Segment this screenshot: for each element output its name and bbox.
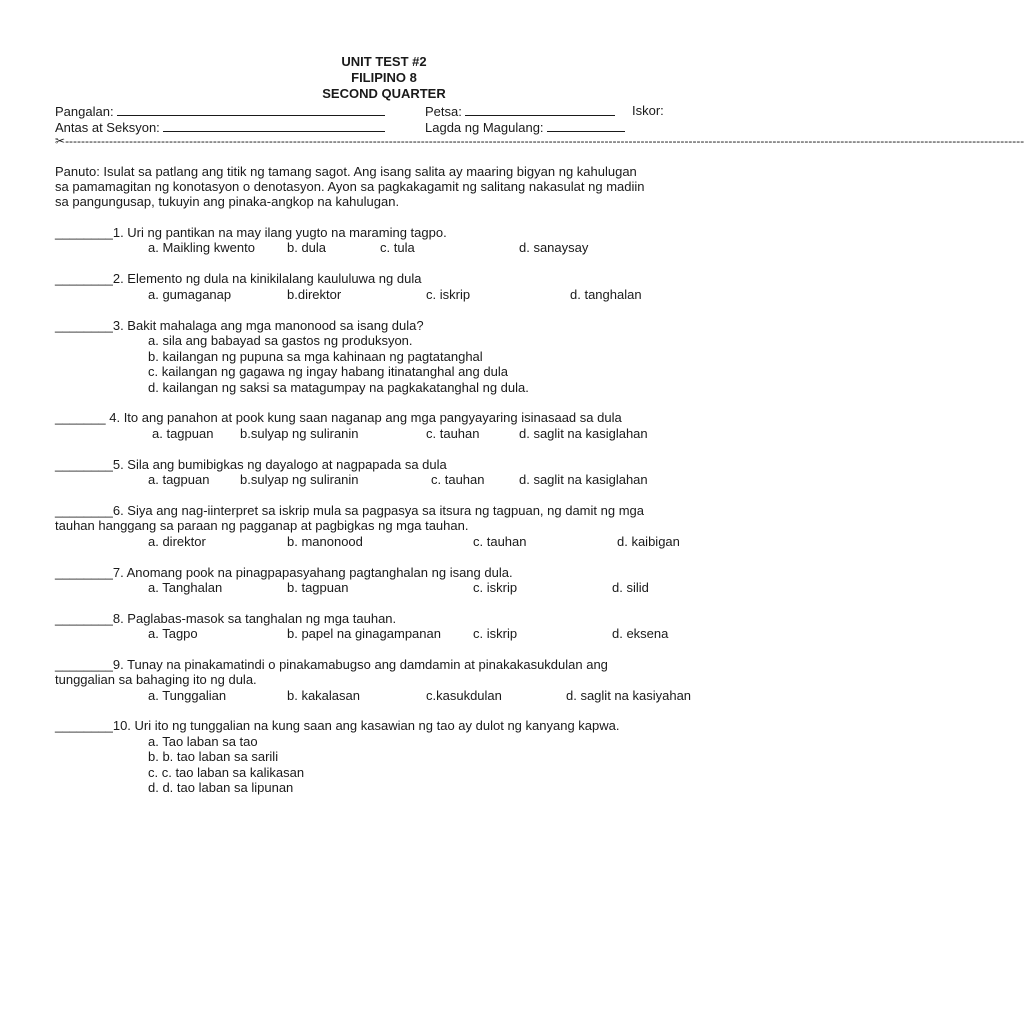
date-label: Petsa: bbox=[425, 104, 462, 119]
choice: d. silid bbox=[612, 580, 649, 595]
choice: a. Tagpo bbox=[148, 626, 198, 641]
answer-blank[interactable]: ________ bbox=[55, 657, 113, 672]
question-text: 5. Sila ang bumibigkas ng dayalogo at nagpapada sa dula bbox=[112, 457, 447, 472]
choice: a. tagpuan bbox=[148, 472, 210, 487]
score-label: Iskor: bbox=[632, 103, 664, 118]
section-blank[interactable] bbox=[163, 119, 385, 132]
question-text: 2. Elemento ng dula na kinikilalang kaululuwa ng dula bbox=[112, 271, 422, 286]
instructions-line: Panuto: Isulat sa patlang ang titik ng tamang sagot. Ang isang salita ay maaring bigyan ng kahulugan bbox=[55, 164, 637, 179]
choice: d. saglit na kasiyahan bbox=[566, 688, 692, 703]
choice: c. kailangan ng gagawa ng ingay habang itinatanghal ang dula bbox=[148, 364, 508, 379]
choice: c. tauhan bbox=[426, 426, 480, 441]
answer-blank[interactable]: ________ bbox=[55, 318, 113, 333]
question-text-continued: tauhan hanggang sa paraan ng pagganap at pagbigkas ng mga tauhan. bbox=[55, 518, 469, 533]
answer-blank[interactable]: _______ bbox=[55, 410, 106, 425]
question-text: 1. Uri ng pantikan na may ilang yugto na maraming tagpo. bbox=[112, 225, 447, 240]
choice: a. Tanghalan bbox=[148, 580, 223, 595]
question-8 bbox=[55, 611, 396, 626]
choice: c. iskrip bbox=[473, 580, 518, 595]
choice: c. tula bbox=[380, 240, 415, 255]
date-blank[interactable] bbox=[465, 103, 615, 116]
dashed-divider: ------------------------------------------------------------------------------------------------------------------------------------------------------------------------------------------------------------------------------------------------ bbox=[65, 134, 1024, 148]
choice: b. kailangan ng pupuna sa mga kahinaan ng pagtatanghal bbox=[148, 349, 483, 364]
question-3 bbox=[55, 318, 424, 333]
subject-title: FILIPINO 8 bbox=[351, 70, 417, 85]
question-text: 8. Paglabas-masok sa tanghalan ng mga tauhan. bbox=[112, 611, 397, 626]
choice: b. tagpuan bbox=[287, 580, 349, 595]
answer-blank[interactable]: ________ bbox=[55, 611, 113, 626]
question-text: 7. Anomang pook na pinagpapasyahang pagtanghalan ng isang dula. bbox=[112, 565, 513, 580]
question-4 bbox=[55, 410, 622, 425]
choice: a. direktor bbox=[148, 534, 206, 549]
choice: a. Tao laban sa tao bbox=[148, 734, 258, 749]
choice: a. tagpuan bbox=[152, 426, 214, 441]
answer-blank[interactable]: ________ bbox=[55, 271, 113, 286]
choice: d. sanaysay bbox=[519, 240, 589, 255]
question-text-continued: tunggalian sa bahaging ito ng dula. bbox=[55, 672, 257, 687]
cut-line bbox=[55, 134, 1024, 149]
choice: c. c. tao laban sa kalikasan bbox=[148, 765, 305, 780]
question-text: 4. Ito ang panahon at pook kung saan naganap ang mga pangyayaring isinasaad sa dula bbox=[105, 410, 622, 425]
scissors-icon: ✂ bbox=[55, 134, 66, 148]
section-field-row bbox=[55, 119, 385, 135]
question-text: 3. Bakit mahalaga ang mga manonood sa isang dula? bbox=[112, 318, 424, 333]
section-label: Antas at Seksyon: bbox=[55, 120, 160, 135]
choice: b. b. tao laban sa sarili bbox=[148, 749, 279, 764]
question-text: 6. Siya ang nag-iinterpret sa iskrip mula sa pagpasya sa itsura ng tagpuan, ng damit ng mga bbox=[112, 503, 644, 518]
choice: b. manonood bbox=[287, 534, 363, 549]
choice: d. saglit na kasiglahan bbox=[519, 426, 648, 441]
answer-blank[interactable]: ________ bbox=[55, 565, 113, 580]
name-label: Pangalan: bbox=[55, 104, 114, 119]
question-6 bbox=[55, 503, 644, 518]
instructions-line: sa pangungusap, tukuyin ang pinaka-angkop na kahulugan. bbox=[55, 194, 400, 209]
parent-signature-label: Lagda ng Magulang: bbox=[425, 120, 544, 135]
name-blank[interactable] bbox=[117, 103, 385, 116]
answer-blank[interactable]: ________ bbox=[55, 457, 113, 472]
choice: d. d. tao laban sa lipunan bbox=[148, 780, 294, 795]
choice: d. saglit na kasiglahan bbox=[519, 472, 648, 487]
name-field-row bbox=[55, 103, 385, 119]
choice: a. gumaganap bbox=[148, 287, 232, 302]
question-10 bbox=[55, 718, 619, 733]
choice: c. iskrip bbox=[426, 287, 471, 302]
choice: b.sulyap ng suliranin bbox=[240, 426, 359, 441]
choice: c. tauhan bbox=[473, 534, 527, 549]
answer-blank[interactable]: ________ bbox=[55, 718, 113, 733]
choice: a. Tunggalian bbox=[148, 688, 227, 703]
choice: c. tauhan bbox=[431, 472, 485, 487]
choice: c. iskrip bbox=[473, 626, 518, 641]
question-2 bbox=[55, 271, 421, 286]
choice: b. papel na ginagampanan bbox=[287, 626, 441, 641]
date-field-row bbox=[425, 103, 615, 119]
instructions-line: sa pamamagitan ng konotasyon o denotasyon. Ayon sa pagkakagamit ng salitang nakasulat ng madiin bbox=[55, 179, 645, 194]
choice: d. tanghalan bbox=[570, 287, 642, 302]
choice: d. eksena bbox=[612, 626, 669, 641]
choice: a. sila ang babayad sa gastos ng produksyon. bbox=[148, 333, 413, 348]
choice: b. kakalasan bbox=[287, 688, 360, 703]
parent-signature-blank[interactable] bbox=[547, 119, 625, 132]
choice: d. kailangan ng saksi sa matagumpay na pagkakatanghal ng dula. bbox=[148, 380, 529, 395]
question-9 bbox=[55, 657, 608, 672]
choice: c.kasukdulan bbox=[426, 688, 502, 703]
choice: a. Maikling kwento bbox=[148, 240, 255, 255]
choice: b.sulyap ng suliranin bbox=[240, 472, 359, 487]
choice: b.direktor bbox=[287, 287, 342, 302]
question-text: 10. Uri ito ng tunggalian na kung saan ang kasawian ng tao ay dulot ng kanyang kapwa. bbox=[112, 718, 620, 733]
choice: b. dula bbox=[287, 240, 327, 255]
question-1 bbox=[55, 225, 447, 240]
parent-signature-row bbox=[425, 119, 625, 135]
test-title: UNIT TEST #2 bbox=[341, 54, 427, 69]
answer-blank[interactable]: ________ bbox=[55, 503, 113, 518]
question-text: 9. Tunay na pinakamatindi o pinakamabugso ang damdamin at pinakakasukdulan ang bbox=[112, 657, 608, 672]
question-7 bbox=[55, 565, 513, 580]
quarter-title: SECOND QUARTER bbox=[322, 86, 446, 101]
answer-blank[interactable]: ________ bbox=[55, 225, 113, 240]
choice: d. kaibigan bbox=[617, 534, 680, 549]
question-5 bbox=[55, 457, 447, 472]
